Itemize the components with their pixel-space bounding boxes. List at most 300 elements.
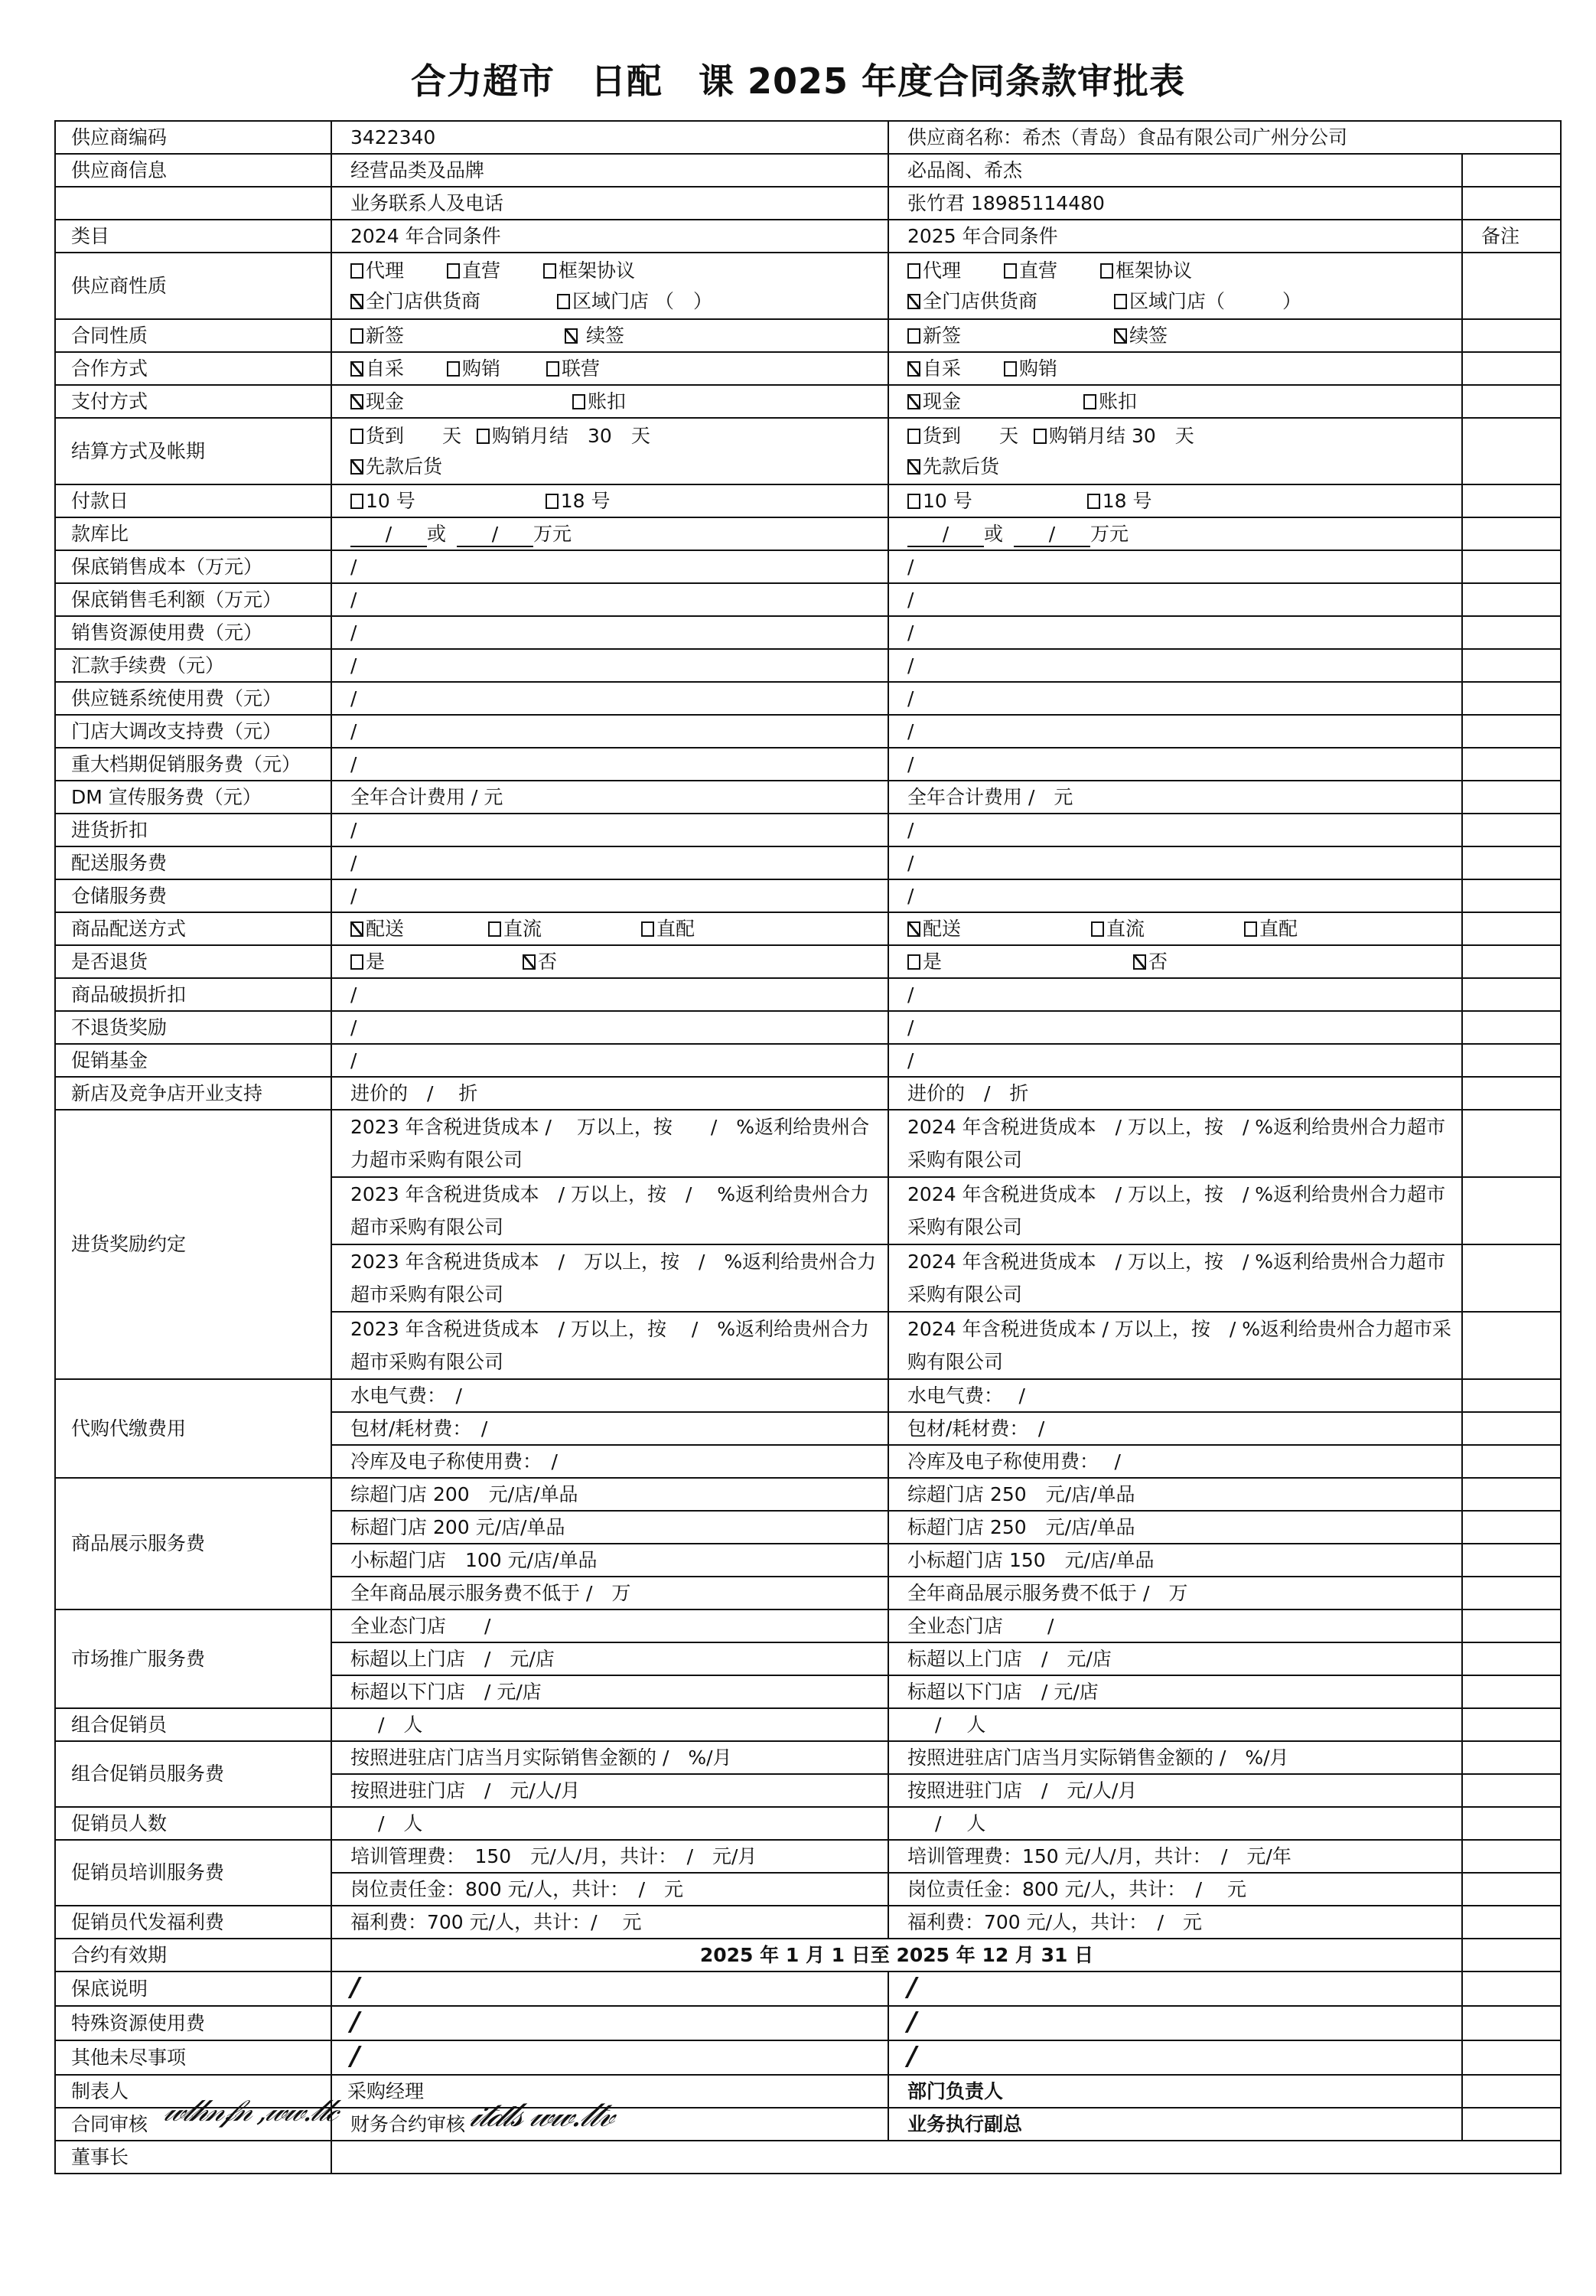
checkbox-label: 账扣 [588, 390, 627, 413]
checkbox-label: 是 [923, 950, 943, 973]
delivery-mode-2024 [331, 912, 888, 945]
remarks-cell [1462, 385, 1561, 418]
checkbox-label: 全门店供货商 [923, 289, 1038, 312]
agency-fees-2025-text: 水电气费： / [907, 1384, 1025, 1407]
value-2025 [888, 1077, 1462, 1110]
checkbox-group [350, 386, 888, 417]
unchecked-box-icon[interactable] [350, 429, 363, 444]
value-2025 [888, 715, 1462, 748]
checked-box-icon[interactable] [907, 294, 920, 309]
vp-label: 业务执行副总 [907, 2112, 1023, 2135]
rebate-2024-text: 2023 年含税进货成本 / 万以上，按 / %返利给贵州合力超市采购有限公司 [350, 1116, 870, 1171]
checkbox-option[interactable] [546, 486, 611, 517]
checkbox-option[interactable] [907, 321, 961, 351]
combo-promoter-fee-2024 [331, 1774, 888, 1807]
row-label-text: 商品配送方式 [71, 917, 187, 940]
checkbox-label: 直营 [1019, 259, 1058, 282]
checkbox-option[interactable] [1091, 914, 1145, 944]
checkbox-option[interactable] [907, 286, 1037, 317]
spacer [1057, 256, 1100, 286]
checkbox-option[interactable] [1114, 321, 1168, 351]
rebate-2025 [888, 1244, 1462, 1312]
marketing-fees-2025 [888, 1609, 1462, 1642]
value-2024-text: / [350, 752, 357, 775]
unchecked-box-icon[interactable] [1091, 921, 1104, 937]
row-label [55, 154, 331, 187]
row-welfare-fee [55, 1906, 1561, 1939]
marketing-fees-2024-text: 标超以上门店 / 元/店 [350, 1647, 555, 1670]
training-fee-2025 [888, 1840, 1462, 1873]
spacer [542, 914, 641, 944]
unchecked-box-icon[interactable] [1087, 494, 1100, 509]
validity-text: 2025 年 1 月 1 日至 2025 年 12 月 31 日 [699, 1943, 1094, 1966]
unchecked-box-icon[interactable] [543, 263, 556, 279]
contact-label-cell [331, 187, 888, 220]
row-simple [55, 583, 1561, 616]
row-payment-mode [55, 385, 1561, 418]
value-2025-text: / [907, 752, 914, 775]
checked-box-icon[interactable] [1133, 954, 1146, 970]
value-2024 [331, 814, 888, 846]
remarks-cell [1462, 1577, 1561, 1609]
checkbox-option[interactable] [1087, 486, 1152, 517]
unchecked-box-icon[interactable] [907, 954, 920, 970]
row-supplier-code [55, 121, 1561, 154]
checkbox-option[interactable] [350, 486, 415, 517]
settlement-2024 [331, 418, 888, 484]
ratio-blank-1[interactable]: / [907, 523, 984, 547]
row-label [55, 748, 331, 781]
row-simple [55, 682, 1561, 715]
checked-box-icon[interactable] [907, 459, 920, 475]
agency-fees-2024 [331, 1379, 888, 1412]
display-fees-2024 [331, 1478, 888, 1511]
header-2025-text: 2025 年合同条件 [907, 224, 1058, 247]
checkbox-label: 购销月结 30 天 [492, 424, 650, 447]
row-other-matters [55, 2040, 1561, 2075]
checkbox-label: 续签 [580, 324, 624, 347]
checkbox-option[interactable] [565, 321, 624, 351]
unchecked-box-icon[interactable] [1004, 361, 1017, 377]
checked-box-icon[interactable] [523, 954, 536, 970]
checkbox-option[interactable] [1244, 914, 1298, 944]
row-label [55, 1906, 331, 1939]
unchecked-box-icon[interactable] [350, 263, 363, 279]
remarks-cell [1462, 748, 1561, 781]
value-2024-text: / [350, 1016, 357, 1039]
row-label [55, 1044, 331, 1077]
spacer [961, 354, 1004, 384]
row-label-text: 促销基金 [71, 1049, 148, 1071]
checkbox-option[interactable] [1034, 421, 1194, 452]
remarks-cell [1462, 1077, 1561, 1110]
row-label-text: 供应商性质 [71, 274, 168, 297]
value-2025-text: / [907, 818, 914, 841]
row-label-text: 促销员人数 [71, 1812, 168, 1835]
ratio-blank-2[interactable]: / [457, 523, 533, 547]
pay-day-2025 [888, 484, 1462, 517]
guarantee-note-2025-text: / [907, 1972, 917, 2003]
welfare-fee-2024-text: 福利费：700 元/人，共计：/ 元 [350, 1910, 642, 1933]
training-fee-2025-text: 培训管理费：150 元/人/月，共计： / 元/年 [907, 1844, 1291, 1867]
row-label [55, 253, 331, 319]
row-label [55, 1609, 331, 1708]
value-2025-text: / [907, 654, 914, 677]
row-label-text: 门店大调改支持费（元） [71, 719, 282, 742]
unchecked-box-icon[interactable] [572, 394, 585, 409]
unchecked-box-icon[interactable] [641, 921, 654, 937]
row-label-text: 促销员代发福利费 [71, 1910, 225, 1933]
promoter-count-2024-text: / 人 [378, 1812, 423, 1835]
training-fee-2024-text: 培训管理费： 150 元/人/月，共计： / 元/月 [350, 1844, 757, 1867]
checked-box-icon[interactable] [907, 394, 920, 409]
remarks-cell [1462, 319, 1561, 352]
checkbox-option[interactable] [350, 286, 480, 317]
display-fees-2024-text: 标超门店 200 元/店/单品 [350, 1515, 565, 1538]
unchecked-box-icon[interactable] [1244, 921, 1257, 937]
remarks-cell [1462, 682, 1561, 715]
unchecked-box-icon[interactable] [1004, 263, 1017, 279]
checkbox-label: 10 号 [366, 489, 415, 512]
checkbox-option[interactable] [1004, 354, 1057, 384]
checkbox-option[interactable] [488, 914, 542, 944]
row-label-text: 是否退货 [71, 950, 148, 973]
dept-head-label: 部门负责人 [907, 2079, 1004, 2102]
checkbox-option[interactable] [546, 354, 600, 384]
checkbox-option[interactable] [350, 947, 385, 977]
ratio-blank-2[interactable]: / [1014, 523, 1090, 547]
checkbox-option[interactable] [907, 256, 961, 286]
value-2024-text: / [350, 983, 357, 1006]
checkbox-group [350, 354, 888, 384]
value-2024 [331, 616, 888, 649]
checkbox-option[interactable] [447, 256, 500, 286]
value-2025 [888, 649, 1462, 682]
checkbox-group [907, 914, 1461, 944]
checkbox-option[interactable] [350, 386, 404, 417]
checkbox-option[interactable] [350, 354, 404, 384]
row-label [55, 352, 331, 385]
unchecked-box-icon[interactable] [447, 361, 460, 377]
row-label [55, 781, 331, 814]
checked-box-icon[interactable] [907, 921, 920, 937]
remarks-cell [1462, 1312, 1561, 1379]
checkbox-option[interactable] [543, 256, 635, 286]
checkbox-option[interactable] [1100, 256, 1192, 286]
row-label [55, 583, 331, 616]
unchecked-box-icon[interactable] [350, 328, 363, 344]
value-2025 [888, 1011, 1462, 1044]
row-simple [55, 748, 1561, 781]
remarks-cell [1462, 616, 1561, 649]
header-2024 [331, 220, 888, 253]
row-label-text: 合同审核 [71, 2112, 148, 2135]
checkbox-option[interactable] [350, 914, 404, 944]
row-label-text: 结算方式及帐期 [71, 439, 206, 462]
checkbox-label: 配送 [923, 917, 962, 940]
agency-fees-2024-text: 水电气费： / [350, 1384, 462, 1407]
remarks-cell [1462, 1445, 1561, 1478]
unchecked-box-icon[interactable] [447, 263, 460, 279]
unchecked-box-icon[interactable] [350, 494, 363, 509]
agency-fees-2025-text: 冷库及电子称使用费： / [907, 1450, 1121, 1473]
unchecked-box-icon[interactable] [907, 263, 920, 279]
value-2025 [888, 978, 1462, 1011]
value-2024-text: / [350, 818, 357, 841]
checkbox-group [907, 321, 1461, 351]
value-2024-text: / [350, 621, 357, 644]
display-fees-2024 [331, 1511, 888, 1544]
checked-box-icon[interactable] [350, 294, 363, 309]
checkbox-option[interactable] [1114, 286, 1301, 317]
checkbox-option[interactable] [907, 354, 961, 384]
training-fee-2024 [331, 1840, 888, 1873]
row-label [55, 517, 331, 550]
dept-head-cell [888, 2075, 1462, 2108]
checkbox-label: 18 号 [1102, 489, 1152, 512]
row-label [55, 649, 331, 682]
remarks-cell [1462, 945, 1561, 978]
row-label [55, 814, 331, 846]
unchecked-box-icon[interactable] [557, 294, 570, 309]
contract-approval-table [54, 120, 1562, 2174]
checkbox-option[interactable] [350, 321, 404, 351]
row-settlement [55, 418, 1561, 484]
checkbox-group [350, 914, 888, 944]
spacer [415, 486, 546, 517]
row-coop-mode [55, 352, 1561, 385]
pay-day-2024 [331, 484, 888, 517]
row-label-text: 进货奖励约定 [71, 1233, 187, 1255]
spacer [404, 321, 565, 351]
remarks-cell [1462, 1244, 1561, 1312]
value-2025-text: / [907, 851, 914, 874]
remarks-cell [1462, 484, 1561, 517]
combo-promoter-fee-2024 [331, 1741, 888, 1774]
display-fees-2025-text: 小标超门店 150 元/店/单品 [907, 1548, 1155, 1571]
checkbox-label: 自采 [923, 357, 962, 380]
row-simple [55, 1011, 1561, 1044]
remarks-cell [1462, 1177, 1561, 1244]
remarks-cell [1462, 781, 1561, 814]
row-label-text: 合作方式 [71, 357, 148, 380]
agency-fees-2025 [888, 1412, 1462, 1445]
special-resource-2024-text: / [350, 2007, 360, 2037]
row-purchase-rebate [55, 1110, 1561, 1177]
checked-box-icon[interactable] [565, 328, 578, 344]
remarks-cell [1462, 1971, 1561, 2006]
checkbox-option[interactable] [907, 914, 961, 944]
remarks-cell [1462, 1741, 1561, 1774]
checkbox-option[interactable] [1004, 256, 1057, 286]
checkbox-label: 新签 [366, 324, 405, 347]
remarks-cell [1462, 583, 1561, 616]
remarks-cell [1462, 517, 1561, 550]
value-2024-text: / [350, 687, 357, 709]
supplier-nature-2024 [331, 253, 888, 319]
value-2025-text: / [907, 1049, 914, 1071]
remarks-cell [1462, 1774, 1561, 1807]
checked-box-icon[interactable] [907, 361, 920, 377]
display-fees-2024-text: 综超门店 200 元/店/单品 [350, 1482, 578, 1505]
settlement-2025 [888, 418, 1462, 484]
row-label-text: 保底说明 [71, 1977, 148, 2000]
checkbox-label: 直营 [462, 259, 501, 282]
checkbox-group [350, 321, 888, 351]
rebate-2025 [888, 1110, 1462, 1177]
combo-promoter-fee-2024-text: 按照进驻店门店当月实际销售金额的 / %/月 [350, 1746, 732, 1769]
spacer [404, 256, 447, 286]
unchecked-box-icon[interactable] [1100, 263, 1113, 279]
checkbox-option[interactable] [907, 947, 942, 977]
unchecked-box-icon[interactable] [907, 429, 920, 444]
unchecked-box-icon[interactable] [907, 328, 920, 344]
row-agency-fees [55, 1379, 1561, 1412]
value-2024 [331, 748, 888, 781]
checkbox-option[interactable] [350, 452, 442, 482]
value-2024 [331, 1011, 888, 1044]
checkbox-group [907, 486, 1461, 517]
value-2024 [331, 715, 888, 748]
remarks-cell [1462, 1642, 1561, 1675]
combo-promoter-fee-2025-text: 按照进驻店门店当月实际销售金额的 / %/月 [907, 1746, 1289, 1769]
row-label [55, 715, 331, 748]
remarks-cell [1462, 550, 1561, 583]
row-label-text: 仓储服务费 [71, 884, 168, 907]
contact-value: 张竹君 18985114480 [907, 191, 1105, 214]
checkbox-option[interactable] [477, 421, 650, 452]
training-fee-2025-text: 岗位责任金：800 元/人，共计： / 元 [907, 1877, 1246, 1900]
checkbox-option[interactable] [523, 947, 557, 977]
display-fees-2024-text: 全年商品展示服务费不低于 / 万 [350, 1581, 631, 1604]
training-fee-2024-text: 岗位责任金：800 元/人，共计： / 元 [350, 1877, 684, 1900]
brand-label-cell [331, 154, 888, 187]
row-simple [55, 715, 1561, 748]
checkbox-label: 新签 [923, 324, 962, 347]
checkbox-option[interactable] [350, 256, 404, 286]
guarantee-note-2025 [888, 1971, 1462, 2006]
value-2024 [331, 649, 888, 682]
special-resource-2025 [888, 2006, 1462, 2040]
checked-box-icon[interactable] [350, 361, 363, 377]
preparer-signature: 𝓌𝓁𝒽𝓃𝒻𝓃 ,𝓌𝓌.𝓁𝓁𝒸 [161, 2093, 340, 2128]
row-stock-ratio [55, 517, 1561, 550]
row-label [55, 945, 331, 978]
checkbox-option[interactable] [557, 286, 712, 317]
marketing-fees-2025 [888, 1675, 1462, 1708]
spacer [961, 386, 1083, 417]
marketing-fees-2025-text: 标超以上门店 / 元/店 [907, 1647, 1112, 1670]
combo-promoter-2024 [331, 1708, 888, 1741]
checkbox-option[interactable] [907, 386, 961, 417]
checked-box-icon[interactable] [350, 459, 363, 475]
checkbox-label: 现金 [923, 390, 962, 413]
contract-nature-2024 [331, 319, 888, 352]
row-label [55, 912, 331, 945]
row-simple [55, 814, 1561, 846]
checked-box-icon[interactable] [350, 921, 363, 937]
spacer [972, 486, 1087, 517]
ratio-blank-1[interactable]: / [350, 523, 427, 547]
rebate-2025-text: 2024 年含税进货成本 / 万以上，按 / %返利给贵州合力超市采购有限公司 [907, 1251, 1446, 1306]
row-label [55, 1379, 331, 1478]
checkbox-option[interactable] [447, 354, 500, 384]
combo-promoter-fee-2025 [888, 1741, 1462, 1774]
display-fees-2025-text: 综超门店 250 元/店/单品 [907, 1482, 1135, 1505]
payment-mode-2025 [888, 385, 1462, 418]
unchecked-box-icon[interactable] [546, 361, 559, 377]
display-fees-2025 [888, 1511, 1462, 1544]
row-special-resource [55, 2006, 1561, 2040]
spacer [500, 354, 546, 384]
unchecked-box-icon[interactable] [488, 921, 501, 937]
checkbox-option[interactable] [350, 421, 461, 452]
checked-box-icon[interactable] [1114, 328, 1127, 344]
remarks-cell [1462, 253, 1561, 319]
promoter-count-2025 [888, 1807, 1462, 1840]
value-2024-text: / [350, 555, 357, 578]
remarks-cell [1462, 187, 1561, 220]
rebate-2024 [331, 1177, 888, 1244]
row-label [55, 1478, 331, 1609]
stock-ratio-2024 [331, 517, 888, 550]
unchecked-box-icon[interactable] [546, 494, 559, 509]
remarks-cell [1462, 2006, 1561, 2040]
row-label-text: 市场推广服务费 [71, 1647, 206, 1670]
row-label [55, 616, 331, 649]
value-2024 [331, 879, 888, 912]
combo-promoter-fee-2024-text: 按照进驻门店 / 元/人/月 [350, 1779, 581, 1802]
ratio-unit: 万元 [1090, 522, 1129, 545]
checkbox-option[interactable] [907, 452, 999, 482]
spacer [404, 914, 488, 944]
row-simple [55, 1044, 1561, 1077]
checkbox-label: 先款后货 [923, 455, 1000, 478]
promoter-count-2025-text: / 人 [935, 1812, 986, 1835]
unchecked-box-icon[interactable] [1034, 429, 1047, 444]
remarks-cell [1462, 1609, 1561, 1642]
unchecked-box-icon[interactable] [1083, 394, 1096, 409]
checkbox-label: 框架协议 [559, 259, 636, 282]
remarks-cell [1462, 1708, 1561, 1741]
remarks-cell [1462, 846, 1561, 879]
checkbox-option[interactable] [907, 486, 972, 517]
agency-fees-2025 [888, 1445, 1462, 1478]
rebate-2025-text: 2024 年含税进货成本 / 万以上，按 / %返利给贵州合力超市采购有限公司 [907, 1318, 1452, 1373]
unchecked-box-icon[interactable] [1114, 294, 1127, 309]
checkbox-group [907, 386, 1461, 417]
checkbox-option[interactable] [1083, 386, 1137, 417]
checkbox-option[interactable] [572, 386, 626, 417]
checkbox-option[interactable] [641, 914, 695, 944]
unchecked-box-icon[interactable] [907, 494, 920, 509]
supplier-code-cell [331, 121, 888, 154]
row-chairman [55, 2141, 1561, 2174]
row-label-text: 促销员培训服务费 [71, 1861, 225, 1883]
checkbox-group [907, 354, 1461, 384]
row-label [55, 2141, 331, 2174]
unchecked-box-icon[interactable] [350, 954, 363, 970]
checkbox-option[interactable] [1133, 947, 1168, 977]
checkbox-option[interactable] [907, 421, 1018, 452]
welfare-fee-2025-text: 福利费：700 元/人，共计： / 元 [907, 1910, 1203, 1933]
checked-box-icon[interactable] [350, 394, 363, 409]
checkbox-label: 代理 [366, 259, 405, 282]
row-label [55, 220, 331, 253]
checkbox-label: 区域门店（ ） [1129, 289, 1302, 312]
unchecked-box-icon[interactable] [477, 429, 490, 444]
validity-value [331, 1939, 1462, 1971]
